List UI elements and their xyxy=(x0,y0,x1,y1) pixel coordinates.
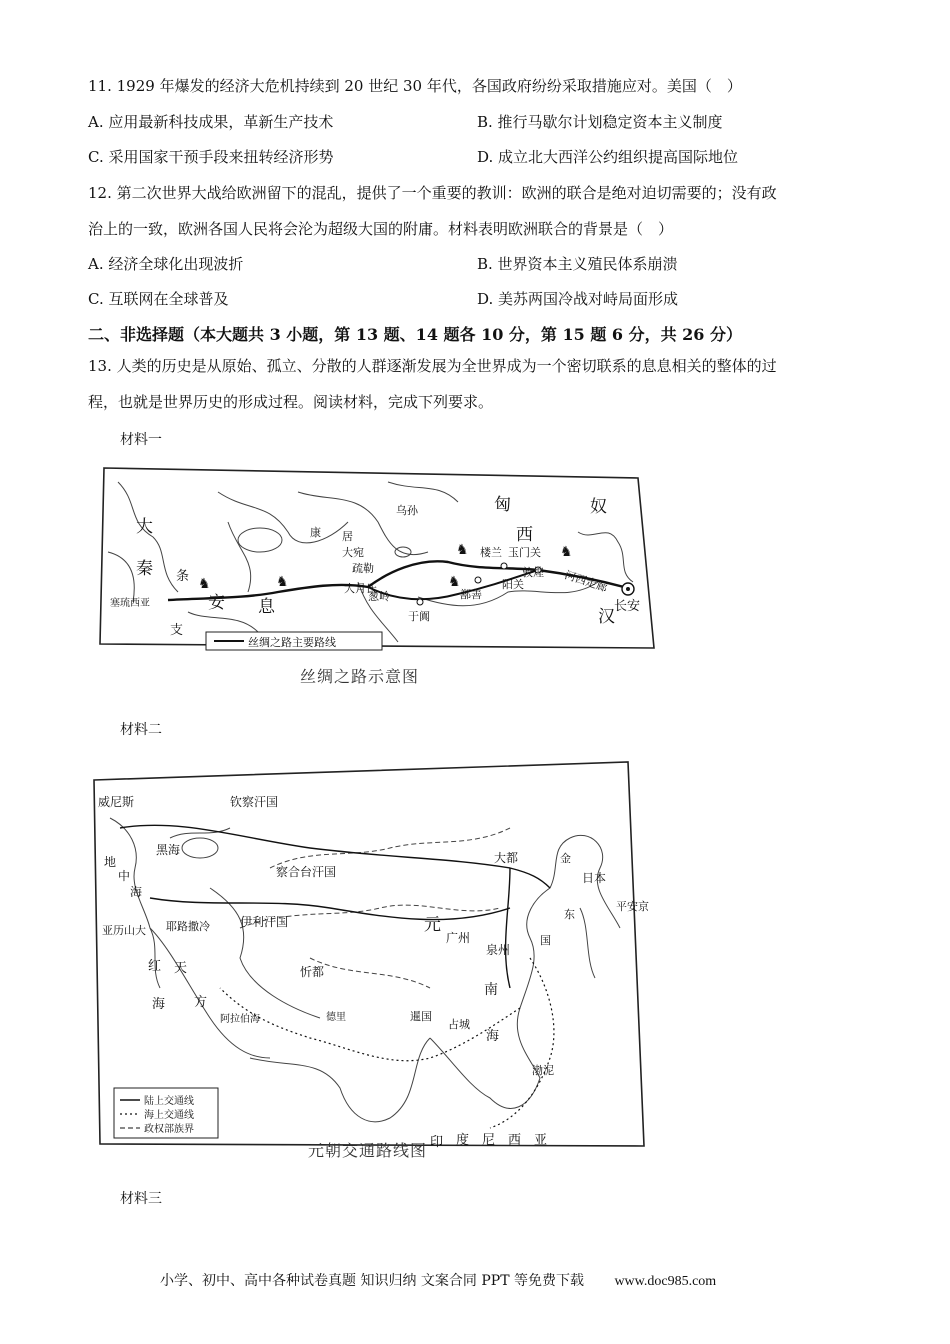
q11-stem: 11. 1929 年爆发的经济大危机持续到 20 世纪 30 年代，各国政府纷纷采取措施应对。美国（ ） xyxy=(88,77,742,95)
label-jerusalem: 耶路撒冷 xyxy=(166,920,210,933)
label-dunhuang: 敦煌 xyxy=(522,566,544,579)
label-dizhonghai-2: 中 xyxy=(118,869,131,883)
legend-sea: 海上交通线 xyxy=(144,1110,194,1121)
svg-text:♞: ♞ xyxy=(448,574,461,590)
label-han: 汉 xyxy=(598,607,615,627)
label-chagatai: 察合台汗国 xyxy=(276,865,337,879)
label-zhi: 支 xyxy=(170,623,184,638)
q12-option-c[interactable]: C. 互联网在全球普及 xyxy=(88,290,229,308)
label-dizhonghai-1: 地 xyxy=(104,855,117,869)
q12-option-a[interactable]: A. 经济全球化出现波折 xyxy=(88,255,244,273)
label-dong: 东 xyxy=(564,908,575,921)
legend-border: 政权部族界 xyxy=(144,1124,194,1135)
label-indonesia-3: 尼 xyxy=(482,1133,496,1148)
label-yutian: 于阗 xyxy=(408,610,430,623)
label-xiongnu-1: 匈 xyxy=(494,495,511,515)
label-wusun: 乌孙 xyxy=(396,504,418,517)
footer-text: 小学、初中、高中各种试卷真题 知识归纳 文案合同 PPT 等免费下载 xyxy=(160,1273,584,1289)
q12-stem-line2: 治上的一致，欧洲各国人民将会沦为超级大国的附庸。材料表明欧洲联合的背景是（ ） xyxy=(88,220,674,238)
label-indonesia-5: 亚 xyxy=(534,1133,548,1148)
legend-land: 陆上交通线 xyxy=(144,1096,194,1107)
q11-option-a[interactable]: A. 应用最新科技成果，革新生产技术 xyxy=(88,113,334,131)
q13-stem-line2: 程，也就是世界历史的形成过程。阅读材料，完成下列要求。 xyxy=(88,393,494,411)
label-heihai: 黑海 xyxy=(156,843,181,857)
label-tian: 天 xyxy=(174,961,188,976)
label-dadu: 大都 xyxy=(494,851,519,865)
material3-label: 材料三 xyxy=(120,1191,162,1207)
silk-road-legend: 丝绸之路主要路线 xyxy=(248,636,336,649)
material1-label: 材料一 xyxy=(120,432,162,448)
q11-option-d[interactable]: D. 成立北大西洋公约组织提高国际地位 xyxy=(477,148,739,166)
label-arabia: 阿拉伯海 xyxy=(220,1014,260,1025)
material2-label: 材料二 xyxy=(120,722,162,738)
label-ju: 居 xyxy=(342,530,353,543)
svg-text:♞: ♞ xyxy=(276,574,289,590)
label-xiyu: 西 xyxy=(516,525,533,545)
label-indonesia-4: 西 xyxy=(508,1133,522,1148)
label-dizhonghai-3: 海 xyxy=(130,885,143,899)
material2-caption: 元朝交通路线图 xyxy=(308,1141,428,1160)
label-congling: 葱岭 xyxy=(368,590,390,603)
label-xiongnu-2: 奴 xyxy=(590,497,607,517)
label-nanhai: 海 xyxy=(486,1029,500,1044)
section2-heading: 二、非选择题（本大题共 3 小题，第 13 题、14 题各 10 分，第 15 题 6 分，共 26 分） xyxy=(88,325,743,344)
label-antioch: 塞琉西亚 xyxy=(110,598,150,609)
label-venice: 威尼斯 xyxy=(98,795,135,809)
label-yuan: 元 xyxy=(424,915,441,935)
label-indonesia-2: 度 xyxy=(456,1133,470,1148)
label-kangju: 康 xyxy=(310,526,321,539)
label-alexandria: 亚历山大 xyxy=(102,924,146,937)
label-indonesia-1: 印 xyxy=(430,1135,444,1150)
label-xianguo: 暹国 xyxy=(410,1010,432,1023)
svg-text:♞: ♞ xyxy=(456,542,469,558)
label-qin: 秦 xyxy=(136,559,153,579)
label-xi: 息 xyxy=(258,597,275,617)
label-pingan: 平安京 xyxy=(616,900,649,913)
label-yangguan: 阳关 xyxy=(502,578,524,591)
silk-road-map xyxy=(98,462,660,658)
svg-text:♞: ♞ xyxy=(198,576,211,592)
label-changan: 长安 xyxy=(614,599,641,614)
label-nan: 南 xyxy=(484,982,498,998)
footer-url[interactable]: www.doc985.com xyxy=(614,1274,717,1289)
label-xindu: 忻都 xyxy=(300,965,325,979)
label-hai: 海 xyxy=(152,997,166,1012)
label-da: 大 xyxy=(136,517,153,537)
label-loulan: 楼兰 xyxy=(480,546,502,559)
label-yumenguan: 玉门关 xyxy=(508,546,541,559)
label-an: 安 xyxy=(208,593,225,613)
label-guo: 国 xyxy=(540,934,551,947)
label-delhi: 德里 xyxy=(326,1012,346,1023)
q11-option-c[interactable]: C. 采用国家干预手段来扭转经济形势 xyxy=(88,148,334,166)
label-hexi: 河西走廊 xyxy=(563,568,609,595)
q12-option-d[interactable]: D. 美苏两国冷战对峙局面形成 xyxy=(477,290,679,308)
label-zhancheng: 占城 xyxy=(448,1018,470,1031)
yuan-traffic-map xyxy=(90,758,650,1154)
label-ilkhanate: 伊利汗国 xyxy=(240,915,289,929)
label-tiao: 条 xyxy=(176,569,190,584)
label-hong: 红 xyxy=(148,959,162,974)
svg-text:♞: ♞ xyxy=(560,544,573,560)
q13-stem-line1: 13. 人类的历史是从原始、孤立、分散的人群逐渐发展为全世界成为一个密切联系的息息相关的整体的过 xyxy=(88,357,777,375)
material1-caption: 丝绸之路示意图 xyxy=(300,667,420,686)
label-japan: 日本 xyxy=(582,871,607,885)
q12-stem-line1: 12. 第二次世界大战给欧洲留下的混乱，提供了一个重要的教训：欧洲的联合是绝对迫切需要的；没有政 xyxy=(88,184,777,202)
label-shanshan: 鄯善 xyxy=(460,588,482,601)
label-dayuan: 大宛 xyxy=(342,546,364,559)
label-kipchak: 钦察汗国 xyxy=(230,795,279,809)
label-guangzhou: 广州 xyxy=(446,931,471,945)
label-bolin: 渤泥 xyxy=(532,1064,554,1077)
label-quanzhou: 泉州 xyxy=(486,943,511,957)
label-dayuezhi: 大月氏 xyxy=(344,582,377,595)
label-jin: 金 xyxy=(560,852,571,865)
label-shule: 疏勒 xyxy=(352,562,374,575)
footer xyxy=(160,1270,716,1290)
q11-option-b[interactable]: B. 推行马歇尔计划稳定资本主义制度 xyxy=(477,113,723,131)
label-fang: 方 xyxy=(194,995,208,1010)
q12-option-b[interactable]: B. 世界资本主义殖民体系崩溃 xyxy=(477,255,678,273)
